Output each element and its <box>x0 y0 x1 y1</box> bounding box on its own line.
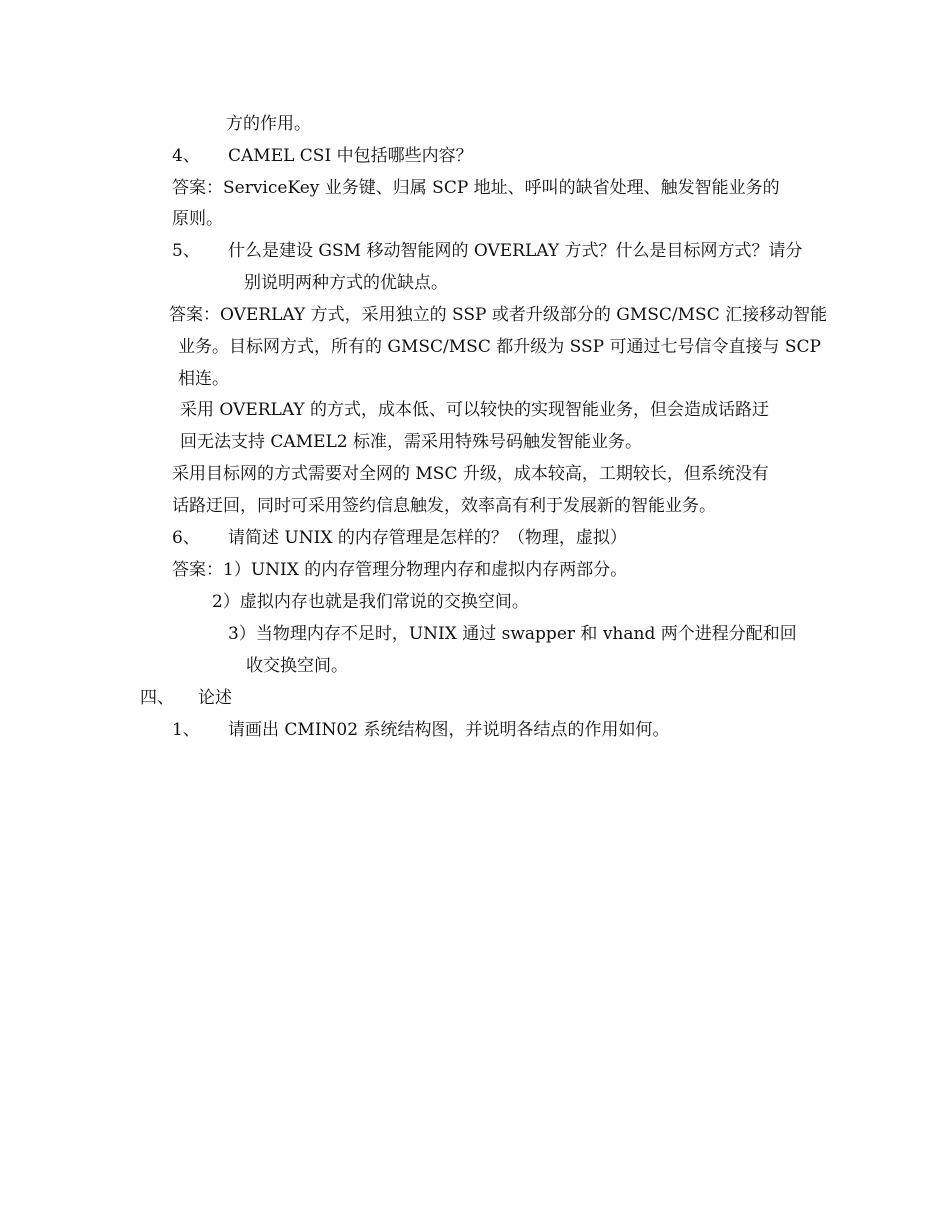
answer-line: 原则。 <box>172 209 223 229</box>
answer-line: 答案：1）UNIX 的内存管理分物理内存和虚拟内存两部分。 <box>172 560 628 580</box>
question-text: 请简述 UNIX 的内存管理是怎样的？（物理，虚拟） <box>228 528 627 548</box>
section-title: 论述 <box>198 688 232 708</box>
question-text: 什么是建设 GSM 移动智能网的 OVERLAY 方式？什么是目标网方式？请分 <box>228 241 803 261</box>
section-number: 四、 <box>140 688 174 708</box>
answer-line: 收交换空间。 <box>246 656 348 676</box>
question-text: 别说明两种方式的优缺点。 <box>244 273 448 293</box>
answer-line: 采用目标网的方式需要对全网的 MSC 升级，成本较高，工期较长，但系统没有 <box>172 464 769 484</box>
question-text: 请画出 CMIN02 系统结构图，并说明各结点的作用如何。 <box>228 720 670 740</box>
answer-line: 答案：OVERLAY 方式，采用独立的 SSP 或者升级部分的 GMSC/MSC 汇接移动智能 <box>169 305 828 325</box>
answer-line: 答案：ServiceKey 业务键、归属 SCP 地址、呼叫的缺省处理、触发智能业务的 <box>172 178 780 198</box>
answer-line: 相连。 <box>178 369 229 389</box>
answer-line: 3）当物理内存不足时，UNIX 通过 swapper 和 vhand 两个进程分配和回 <box>228 624 797 644</box>
question-number: 6、 <box>172 528 200 548</box>
answer-line: 话路迂回，同时可采用签约信息触发，效率高有利于发展新的智能业务。 <box>172 496 716 516</box>
text-line: 方的作用。 <box>226 114 311 134</box>
answer-line: 采用 OVERLAY 的方式，成本低、可以较快的实现智能业务，但会造成话路迂 <box>180 400 770 420</box>
question-number: 4、 <box>172 146 200 166</box>
question-number: 5、 <box>172 241 200 261</box>
answer-line: 回无法支持 CAMEL2 标准，需采用特殊号码触发智能业务。 <box>180 432 643 452</box>
question-number: 1、 <box>172 720 200 740</box>
answer-line: 2）虚拟内存也就是我们常说的交换空间。 <box>212 592 529 612</box>
answer-line: 业务。目标网方式，所有的 GMSC/MSC 都升级为 SSP 可通过七号信令直接与 SCP <box>178 337 821 357</box>
question-text: CAMEL CSI 中包括哪些内容？ <box>228 146 473 166</box>
